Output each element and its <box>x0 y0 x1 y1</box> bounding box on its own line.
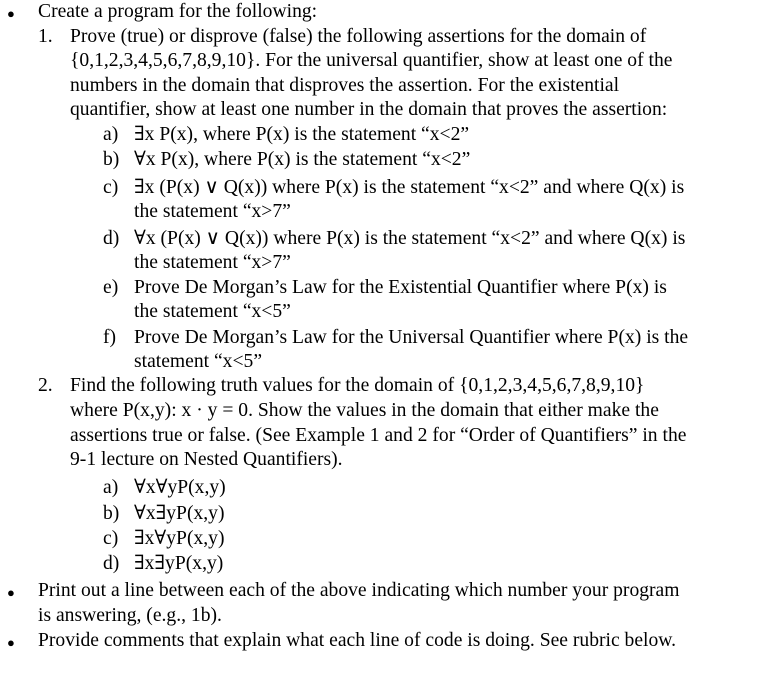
q2-number: 2. <box>38 375 53 396</box>
q1-item-label: c) <box>103 177 119 198</box>
q2-line-2: where P(x,y): x · y = 0. Show the values in the domain that either make the <box>70 400 659 421</box>
q2-item-d-text: ∃x∃yP(x,y) <box>134 553 224 574</box>
q2-line-3: assertions true or false. (See Example 1 and 2 for “Order of Quantifiers” in the <box>70 425 687 446</box>
q2-line-1: Find the following truth values for the domain of {0,1,2,3,4,5,6,7,8,9,10} <box>70 375 645 396</box>
q1-line-4: quantifier, show at least one number in the domain that proves the assertion: <box>70 99 668 121</box>
q1-item-e-text: Prove De Morgan’s Law for the Existential Quantifier where P(x) is <box>134 277 667 298</box>
q2-item-label: b) <box>103 503 120 524</box>
q1-item-f-text-cont: statement “x<5” <box>134 351 263 372</box>
q1-item-label: d) <box>103 228 120 249</box>
q1-line-2: {0,1,2,3,4,5,6,7,8,9,10}. For the universal quantifier, show at least one of the <box>70 50 673 72</box>
bullet-dot: ● <box>7 585 15 600</box>
q1-item-b-text: ∀x P(x), where P(x) is the statement “x<2” <box>134 149 471 170</box>
bullet-dot: ● <box>7 635 15 650</box>
q2-item-c-text: ∃x∀yP(x,y) <box>134 528 225 549</box>
bullet-text-print-line: Print out a line between each of the above indicating which number your program <box>38 580 680 601</box>
q1-line-1: Prove (true) or disprove (false) the following assertions for the domain of <box>70 25 647 47</box>
bullet-text-comments: Provide comments that explain what each line of code is doing. See rubric below. <box>38 630 677 651</box>
q1-item-d-text-cont: the statement “x>7” <box>134 252 291 273</box>
q2-item-label: c) <box>103 528 119 549</box>
q1-item-label: e) <box>103 277 119 298</box>
bullet-text-print-line-cont: is answering, (e.g., 1b). <box>38 605 222 626</box>
q1-item-a-text: ∃x P(x), where P(x) is the statement “x<2” <box>134 124 470 145</box>
q2-item-a-text: ∀x∀yP(x,y) <box>134 477 226 498</box>
q1-item-e-text-cont: the statement “x<5” <box>134 301 291 322</box>
q2-line-4: 9-1 lecture on Nested Quantifiers). <box>70 449 343 470</box>
q2-item-label: d) <box>103 553 120 574</box>
q1-line-3: numbers in the domain that disproves the assertion. For the existential <box>70 74 620 96</box>
q2-item-b-text: ∀x∃yP(x,y) <box>134 503 225 524</box>
q1-item-c-text: ∃x (P(x) ∨ Q(x)) where P(x) is the statement “x<2” and where Q(x) is <box>134 177 685 198</box>
q1-item-label: b) <box>103 149 120 170</box>
q1-item-f-text: Prove De Morgan’s Law for the Universal Quantifier where P(x) is the <box>134 327 689 348</box>
q1-item-d-text: ∀x (P(x) ∨ Q(x)) where P(x) is the statement “x<2” and where Q(x) is <box>134 228 686 249</box>
q1-item-label: f) <box>103 327 117 348</box>
q2-item-label: a) <box>103 477 119 498</box>
bullet-dot: ● <box>7 6 15 21</box>
q1-item-c-text-cont: the statement “x>7” <box>134 201 291 222</box>
q1-number: 1. <box>38 25 53 47</box>
bullet-text-create-program: Create a program for the following: <box>38 1 318 22</box>
q1-item-label: a) <box>103 124 119 145</box>
